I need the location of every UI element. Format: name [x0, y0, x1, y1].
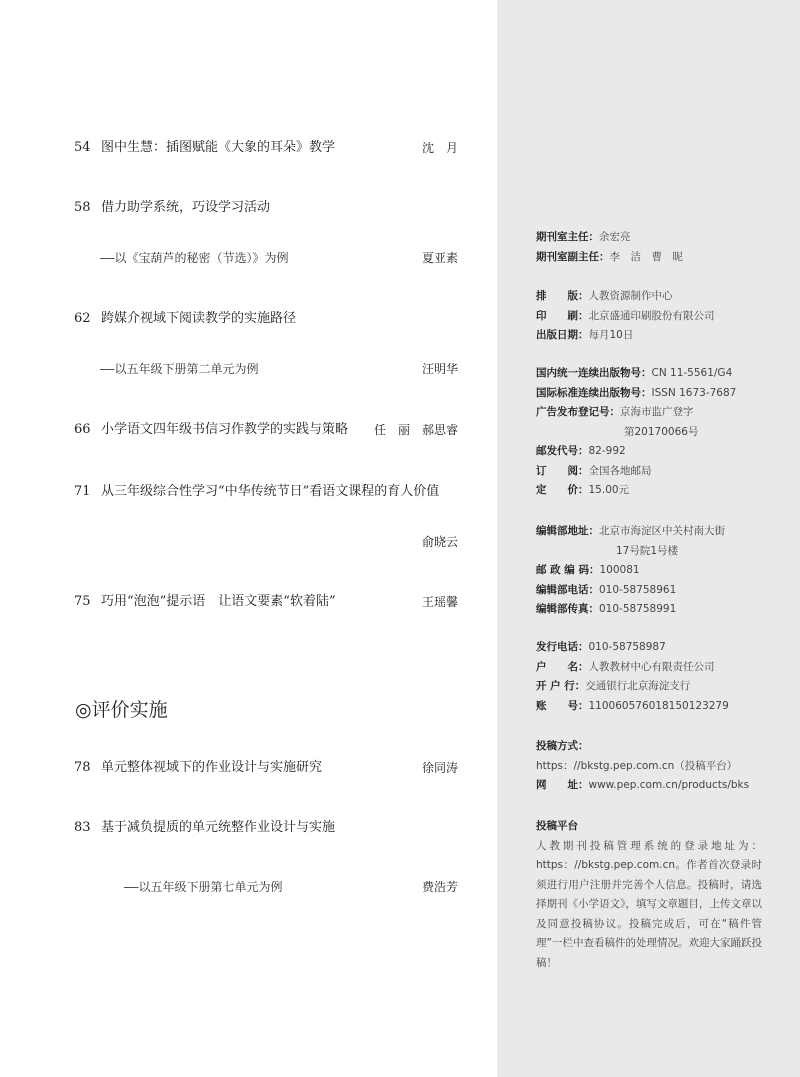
toc-entry[interactable] — [0, 757, 497, 779]
info-value: 交通银行北京海淀支行 — [585, 680, 691, 692]
info-row — [536, 403, 776, 423]
info-row — [536, 737, 776, 757]
toc-page-number: 62 — [74, 311, 91, 326]
info-row — [536, 481, 776, 501]
toc-article-title[interactable]: 从三年级综合性学习“中华传统节日”看语文课程的育人价值 — [101, 484, 440, 499]
info-row — [536, 248, 776, 268]
platform-heading: 投稿平台 — [536, 820, 578, 832]
info-value: 京海市监广登字 — [620, 406, 694, 418]
info-row — [536, 697, 776, 717]
info-value: 010-58758987 — [588, 641, 666, 653]
info-label: 邮 政 编 码： — [536, 564, 600, 576]
info-value: 每月10日 — [588, 329, 634, 341]
toc-entry[interactable] — [0, 419, 497, 441]
info-value: 人教资源制作中心 — [588, 290, 673, 302]
toc-page-number: 83 — [74, 820, 91, 835]
toc-page-number: 66 — [74, 422, 91, 437]
info-value: ISSN 1673-7687 — [651, 386, 737, 399]
toc-entry[interactable] — [0, 817, 497, 839]
toc-entry-subtitle-row — [0, 247, 497, 269]
info-value: 北京市海淀区中关村南大街 — [599, 525, 725, 537]
toc-entry-subtitle-row — [0, 358, 497, 380]
info-value: 100081 — [599, 564, 640, 576]
registration-block — [536, 364, 776, 501]
info-row — [536, 522, 776, 542]
toc-article-title[interactable]: 基于减负提质的单元统整作业设计与实施 — [101, 820, 336, 835]
info-row — [536, 326, 776, 346]
info-label: 编辑部电话： — [536, 583, 599, 596]
toc-page-number: 71 — [74, 484, 91, 499]
info-row — [536, 757, 776, 777]
editors-block — [536, 228, 776, 267]
info-row — [536, 423, 776, 443]
info-label: 邮发代号： — [536, 445, 589, 457]
toc-author: 任 丽 郝思睿 — [373, 423, 458, 437]
toc-entry-author-row — [0, 531, 497, 553]
toc-article-title[interactable]: 图中生慧：插图赋能《大象的耳朵》教学 — [101, 140, 336, 155]
info-label: 排 版： — [536, 290, 589, 302]
platform-description: 人教期刊投稿管理系统的登录地址为：https：//bkstg.pep.com.cn。作者首次登录时须进行用户注册并完善个人信息。投稿时，请选择期刊《小学语文》，填写文章题目，上传文章以及同意投稿协议。投稿完成后，可在“稿件管理”一栏中查看稿件的处理情况。欢迎大家踊跃投稿！ — [536, 839, 762, 969]
info-row — [536, 817, 776, 837]
toc-author: 汪明华 — [421, 362, 458, 376]
info-label: 出版日期： — [536, 329, 589, 341]
info-row — [536, 442, 776, 462]
info-value: 010-58758991 — [599, 603, 677, 615]
toc-article-subtitle: ——以《宝葫芦的秘密（节选）》为例 — [100, 251, 289, 265]
toc-entry[interactable] — [0, 197, 497, 219]
info-label: 户 名： — [536, 660, 589, 673]
toc-page-number: 54 — [74, 140, 91, 155]
editorial-contact-block — [536, 522, 776, 620]
website-link[interactable]: www.pep.com.cn/products/bks — [588, 779, 750, 791]
submission-heading: 投稿方式： — [536, 740, 589, 752]
toc-entry-subtitle-row — [0, 876, 497, 898]
toc-page-number: 78 — [74, 760, 91, 775]
toc-author: 费浩芳 — [421, 880, 458, 894]
info-row — [536, 384, 776, 404]
info-row — [536, 600, 776, 620]
info-label: 开 户 行： — [536, 680, 586, 692]
toc-author: 俞晓云 — [421, 535, 458, 549]
info-value: 15.00元 — [588, 484, 630, 496]
info-value: 第20170066号 — [624, 425, 699, 438]
info-value: 北京盛通印刷股份有限公司 — [588, 309, 715, 322]
toc-article-title[interactable]: 巧用“泡泡”提示语 让语文要素“软着陆” — [101, 594, 336, 609]
info-value: 余宏亮 — [599, 231, 631, 243]
toc-article-title[interactable]: 跨媒介视域下阅读教学的实施路径 — [101, 311, 297, 326]
info-label: 订 阅： — [536, 464, 589, 477]
info-value: 110060576018150123279 — [588, 699, 729, 712]
toc-author: 王瑶馨 — [421, 595, 458, 609]
info-label: 定 价： — [536, 484, 589, 496]
info-label: 账 号： — [536, 699, 589, 712]
info-row — [536, 287, 776, 307]
section-heading: ◎评价实施 — [75, 699, 168, 721]
info-value: 全国各地邮局 — [588, 464, 652, 477]
toc-entry[interactable] — [0, 591, 497, 613]
toc-author: 沈 月 — [421, 141, 458, 155]
info-row — [536, 462, 776, 482]
info-value: 010-58758961 — [599, 583, 677, 596]
info-label: 期刊室副主任： — [536, 250, 610, 263]
info-row — [536, 542, 776, 562]
toc-entry[interactable] — [0, 137, 497, 159]
platform-block — [536, 817, 776, 973]
info-value: CN 11-5561/G4 — [651, 367, 733, 379]
info-value: 17号院1号楼 — [616, 544, 679, 557]
toc-page-number: 58 — [74, 200, 91, 215]
info-row — [536, 561, 776, 581]
toc-author: 徐同涛 — [421, 761, 458, 775]
toc-article-title[interactable]: 小学语文四年级书信习作教学的实践与策略 — [101, 422, 349, 437]
toc-article-subtitle: ——以五年级下册第二单元为例 — [100, 362, 259, 376]
toc-entry[interactable] — [0, 481, 497, 503]
info-label: 国内统一连续出版物号： — [536, 367, 652, 379]
info-value: 人教教材中心有限责任公司 — [588, 660, 715, 673]
info-row — [536, 776, 776, 796]
submission-block — [536, 737, 776, 796]
info-row — [536, 658, 776, 678]
toc-article-title[interactable]: 借力助学系统，巧设学习活动 — [101, 200, 271, 215]
info-row — [536, 638, 776, 658]
info-label: 国际标准连续出版物号： — [536, 386, 652, 399]
info-value: 82-992 — [588, 445, 626, 457]
info-label: 编辑部传真： — [536, 603, 599, 615]
info-row — [536, 364, 776, 384]
info-row — [536, 677, 776, 697]
info-label: 发行电话： — [536, 641, 589, 653]
info-row — [536, 581, 776, 601]
submission-platform-link[interactable]: https：//bkstg.pep.com.cn（投稿平台） — [536, 759, 738, 772]
toc-article-subtitle: ——以五年级下册第七单元为例 — [124, 880, 283, 894]
toc-page-number: 75 — [74, 594, 91, 609]
info-value: 李 洁 曹 昵 — [609, 250, 683, 263]
toc-article-title[interactable]: 单元整体视域下的作业设计与实施研究 — [101, 760, 323, 775]
info-label: 期刊室主任： — [536, 231, 599, 243]
info-label: 网 址： — [536, 779, 589, 791]
toc-author: 夏亚素 — [421, 251, 458, 265]
info-row — [536, 307, 776, 327]
info-label: 广告发布登记号： — [536, 406, 620, 418]
production-block — [536, 287, 776, 346]
distribution-block — [536, 638, 776, 716]
toc-entry[interactable] — [0, 308, 497, 330]
info-row — [536, 228, 776, 248]
info-label: 编辑部地址： — [536, 525, 599, 537]
info-label: 印 刷： — [536, 309, 589, 322]
